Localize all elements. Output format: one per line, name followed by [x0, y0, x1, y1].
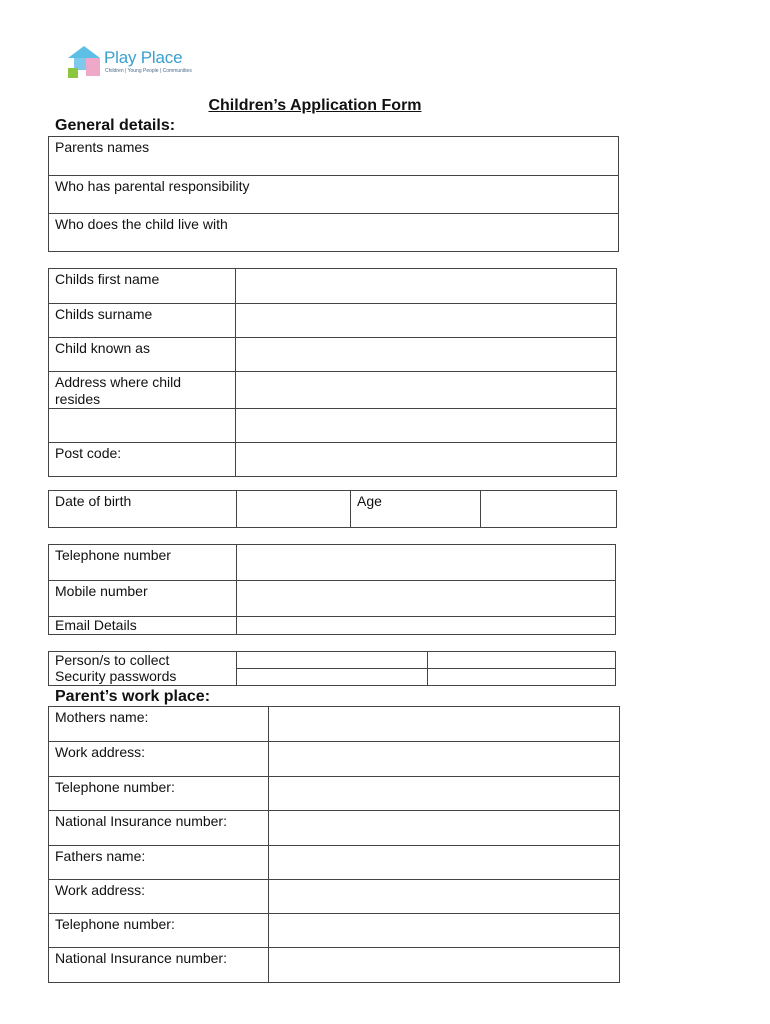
contact-table	[48, 544, 616, 635]
fathers-name-label: Fathers name:	[49, 846, 269, 880]
child-first-name-input[interactable]	[236, 269, 617, 304]
father-telephone-label: Telephone number:	[49, 914, 269, 948]
address-label-continued	[49, 409, 236, 443]
mother-telephone-input[interactable]	[269, 777, 620, 811]
father-work-address-label: Work address:	[49, 880, 269, 914]
mobile-input[interactable]	[237, 581, 616, 617]
work-place-table	[48, 706, 620, 983]
dob-input[interactable]	[237, 491, 351, 528]
child-known-as-input[interactable]	[236, 338, 617, 372]
age-input[interactable]	[481, 491, 617, 528]
child-details-table	[48, 268, 617, 477]
parents-names-field[interactable]: Parents names	[49, 137, 619, 176]
child-surname-input[interactable]	[236, 304, 617, 338]
passwords-input-2[interactable]	[428, 669, 616, 686]
father-ni-input[interactable]	[269, 948, 620, 983]
post-code-input[interactable]	[236, 443, 617, 477]
telephone-label: Telephone number	[49, 545, 237, 581]
email-label: Email Details	[49, 617, 237, 635]
work-place-heading: Parent’s work place:	[55, 688, 211, 705]
mother-ni-label: National Insurance number:	[49, 811, 269, 846]
address-input-line2[interactable]	[236, 409, 617, 443]
post-code-label: Post code:	[49, 443, 236, 477]
logo-name: Play Place	[104, 48, 183, 67]
dob-age-table	[48, 490, 617, 528]
collect-table	[48, 651, 616, 686]
mothers-name-input[interactable]	[269, 707, 620, 742]
child-lives-with-field[interactable]: Who does the child live with	[49, 214, 619, 252]
address-input-line1[interactable]	[236, 372, 617, 409]
telephone-input[interactable]	[237, 545, 616, 581]
father-work-address-input[interactable]	[269, 880, 620, 914]
child-known-as-label: Child known as	[49, 338, 236, 372]
collect-input-1[interactable]	[237, 652, 428, 669]
mothers-name-label: Mothers name:	[49, 707, 269, 742]
mother-telephone-label: Telephone number:	[49, 777, 269, 811]
passwords-input-1[interactable]	[237, 669, 428, 686]
general-details-heading: General details:	[55, 117, 176, 134]
mobile-label: Mobile number	[49, 581, 237, 617]
child-first-name-label: Childs first name	[49, 269, 236, 304]
passwords-label: Security passwords	[49, 669, 237, 686]
father-ni-label: National Insurance number:	[49, 948, 269, 983]
mother-ni-input[interactable]	[269, 811, 620, 846]
page-title: Children’s Application Form	[208, 97, 422, 114]
age-label: Age	[351, 491, 481, 528]
child-surname-label: Childs surname	[49, 304, 236, 338]
general-details-table	[48, 136, 619, 252]
father-telephone-input[interactable]	[269, 914, 620, 948]
mother-work-address-input[interactable]	[269, 742, 620, 777]
parental-responsibility-field[interactable]: Who has parental responsibility	[49, 176, 619, 214]
email-input[interactable]	[237, 617, 616, 635]
logo-tagline: Children | Young People | Communities	[105, 68, 192, 74]
mother-work-address-label: Work address:	[49, 742, 269, 777]
dob-label: Date of birth	[49, 491, 237, 528]
fathers-name-input[interactable]	[269, 846, 620, 880]
collect-input-2[interactable]	[428, 652, 616, 669]
collect-label: Person/s to collect	[49, 652, 237, 669]
address-label: Address where child resides	[49, 372, 236, 409]
